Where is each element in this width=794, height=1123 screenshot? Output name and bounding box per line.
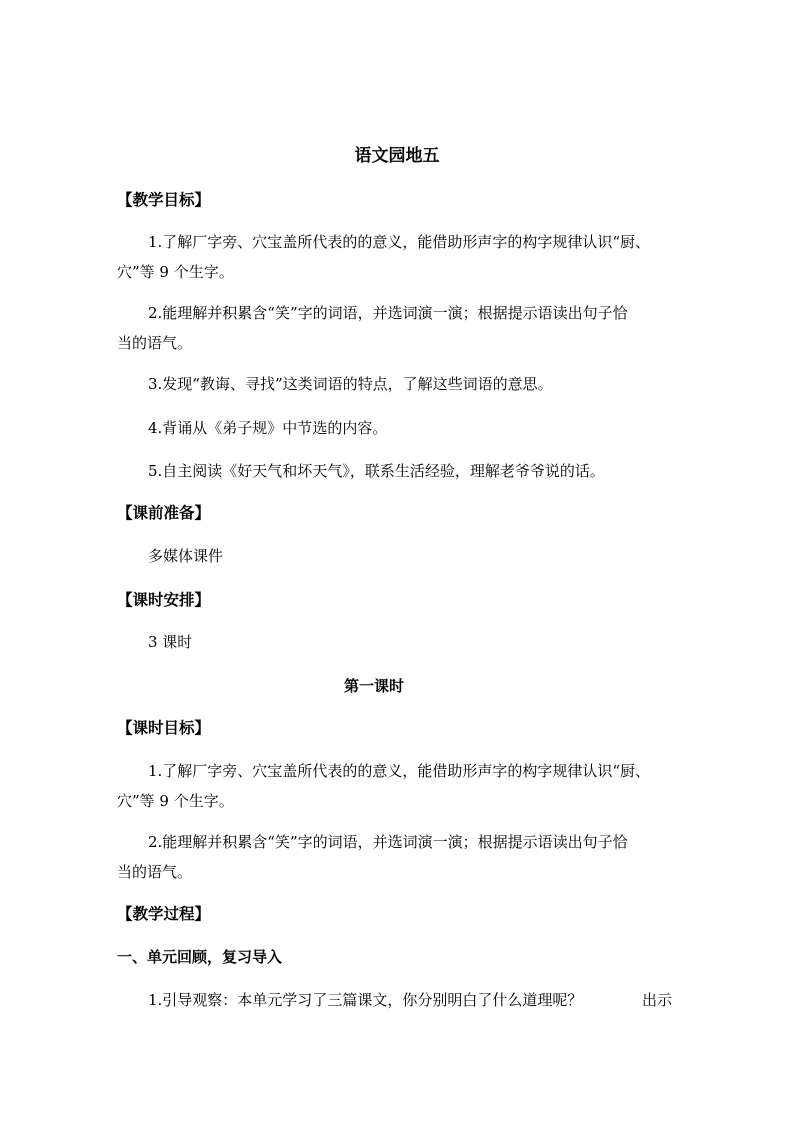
step-1-text: 1.引导观察：本单元学习了三篇课文，你分别明白了什么道理呢？	[148, 991, 583, 1009]
preparation-heading: 【课前准备】	[117, 503, 211, 522]
lesson-1-title: 第一课时	[343, 677, 404, 695]
goal-1-line-2: 穴”等 9 个生字。	[117, 263, 234, 281]
document-title: 语文园地五	[354, 146, 440, 166]
goal-2-line-2: 当的语气。	[117, 334, 193, 352]
lesson-goal-2-line-2: 当的语气。	[117, 863, 193, 881]
lesson-goal-2-line-1: 2.能理解并积累含“笑”字的词语，并选词演一演；根据提示语读出句子恰	[148, 833, 628, 851]
lesson-goal-1-line-2: 穴”等 9 个生字。	[117, 792, 234, 810]
step-1-line	[148, 990, 672, 1010]
step-1-tail: 出示	[641, 991, 672, 1009]
goal-3: 3.发现“教诲、寻找”这类词语的特点，了解这些词语的意思。	[148, 375, 553, 393]
section-1-heading: 一、单元回顾，复习导入	[117, 948, 283, 966]
schedule-heading: 【课时安排】	[117, 590, 211, 609]
teaching-process-heading: 【教学过程】	[117, 904, 211, 923]
goal-5: 5.自主阅读《好天气和坏天气》，联系生活经验，理解老爷爷说的话。	[148, 462, 605, 480]
goal-4: 4.背诵从《弟子规》中节选的内容。	[148, 419, 388, 437]
schedule-text: 3 课时	[148, 633, 193, 651]
teaching-goals-heading: 【教学目标】	[117, 190, 211, 209]
goal-1-line-1: 1.了解厂字旁、穴宝盖所代表的的意义，能借助形声字的构字规律认识“厨、	[148, 233, 650, 251]
goal-2-line-1: 2.能理解并积累含“笑”字的词语，并选词演一演；根据提示语读出句子恰	[148, 304, 628, 322]
preparation-text: 多媒体课件	[148, 547, 224, 565]
lesson-goal-1-line-1: 1.了解厂字旁、穴宝盖所代表的的意义，能借助形声字的构字规律认识“厨、	[148, 762, 650, 780]
lesson-goals-heading: 【课时目标】	[117, 718, 211, 737]
